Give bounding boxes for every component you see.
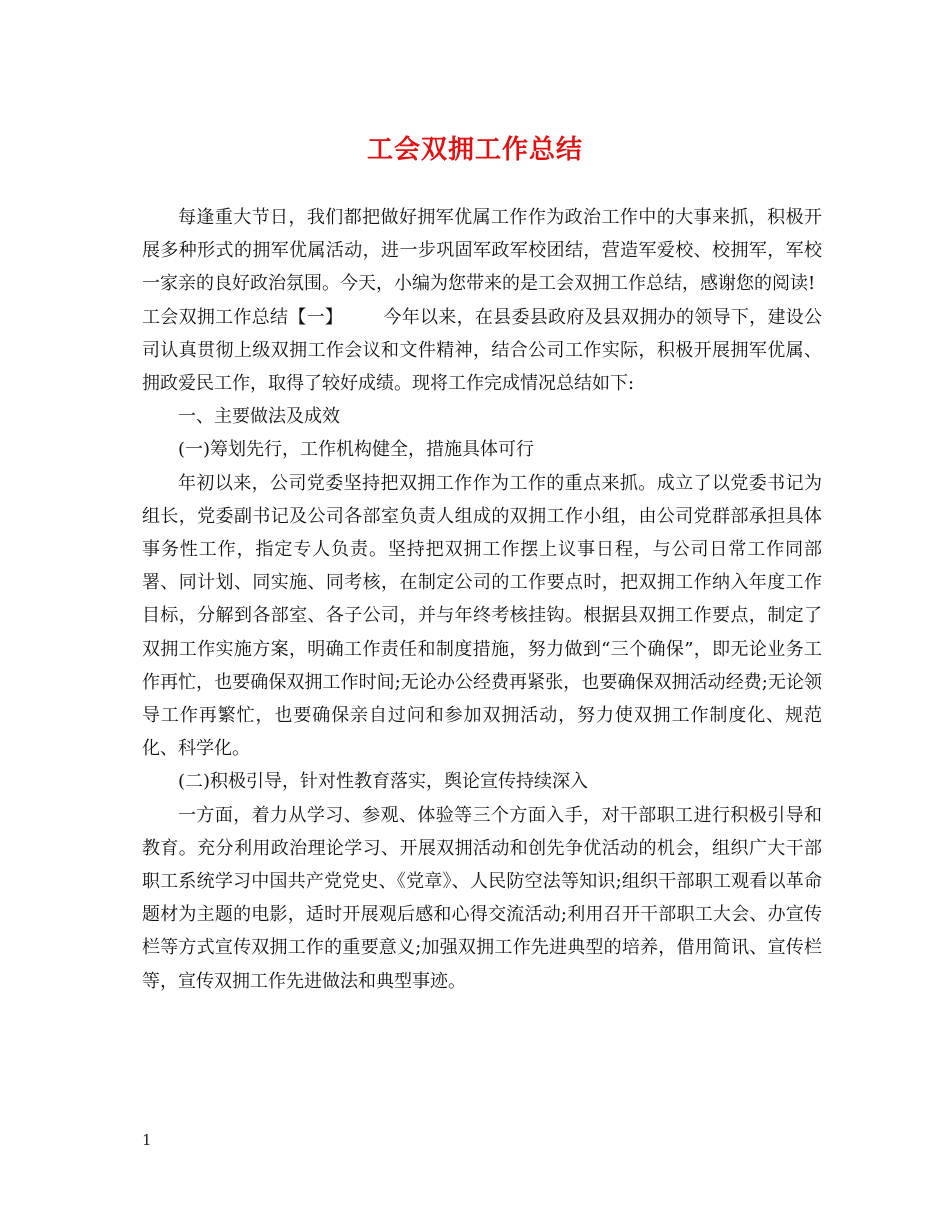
section-label: 工会双拥工作总结【一】: [142, 306, 344, 328]
planning-paragraph: 年初以来，公司党委坚持把双拥工作作为工作的重点来抓。成立了以党委书记为组长，党委副书记及公司各部室负责人组成的双拥工作小组，由公司党群部承担具体事务性工作，指定专人负责。坚持把双拥工作摆上议事日程，与公司日常工作同部署、同计划、同实施、同考核，在制定公司的工作要点时，把双拥工作纳入年度工作目标，分解到各部室、各子公司，并与年终考核挂钩。根据县双拥工作要点，制定了双拥工作实施方案，明确工作责任和制度措施，努力做到“三个确保”，即无论业务工作再忙，也要确保双拥工作时间;无论办公经费再紧张，也要确保双拥活动经费;无论领导工作再繁忙，也要确保亲自过问和参加双拥活动，努力使双拥工作制度化、规范化、科学化。: [142, 472, 822, 760]
intro-paragraph: 每逢重大节日，我们都把做好拥军优属工作作为政治工作中的大事来抓，积极开展多种形式的拥军优属活动，进一步巩固军政军校团结，营造军爱校、校拥军，军校一家亲的良好政治氛围。今天，小编为您带来的是工会双拥工作总结，感谢您的阅读!: [142, 207, 822, 295]
document-title: 工会双拥工作总结: [366, 135, 583, 165]
heading-main-practices: 一、主要做法及成效: [178, 406, 340, 428]
guidance-paragraph: 一方面，着力从学习、参观、体验等三个方面入手，对干部职工进行积极引导和教育。充分利用政治理论学习、开展双拥活动和创先争优活动的机会，组织广大干部职工系统学习中国共产党党史、《党章》、人民防空法等知识;组织干部职工观看以革命题材为主题的电影，适时开展观后感和心得交流活动;利用召开干部职工大会、办宣传栏等方式宣传双拥工作的重要意义;加强双拥工作先进典型的培养，借用简讯、宣传栏等，宣传双拥工作先进做法和典型事迹。: [142, 804, 822, 992]
subheading-guidance: (二)积极引导，针对性教育落实，舆论宣传持续深入: [178, 771, 589, 793]
document-body: [142, 201, 822, 998]
section-one-paragraph: [142, 301, 822, 401]
page-number: 1: [142, 1131, 152, 1149]
subheading-planning: (一)筹划先行，工作机构健全，措施具体可行: [178, 439, 535, 461]
section-lead-text: 今年以来，在县委县政府及县双拥办的领导下，建设公司认真贯彻上级双拥工作会议和文件精神，结合公司工作实际，积极开展拥军优属、拥政爱民工作，取得了较好成绩。现将工作完成情况总结如下:: [142, 306, 823, 395]
